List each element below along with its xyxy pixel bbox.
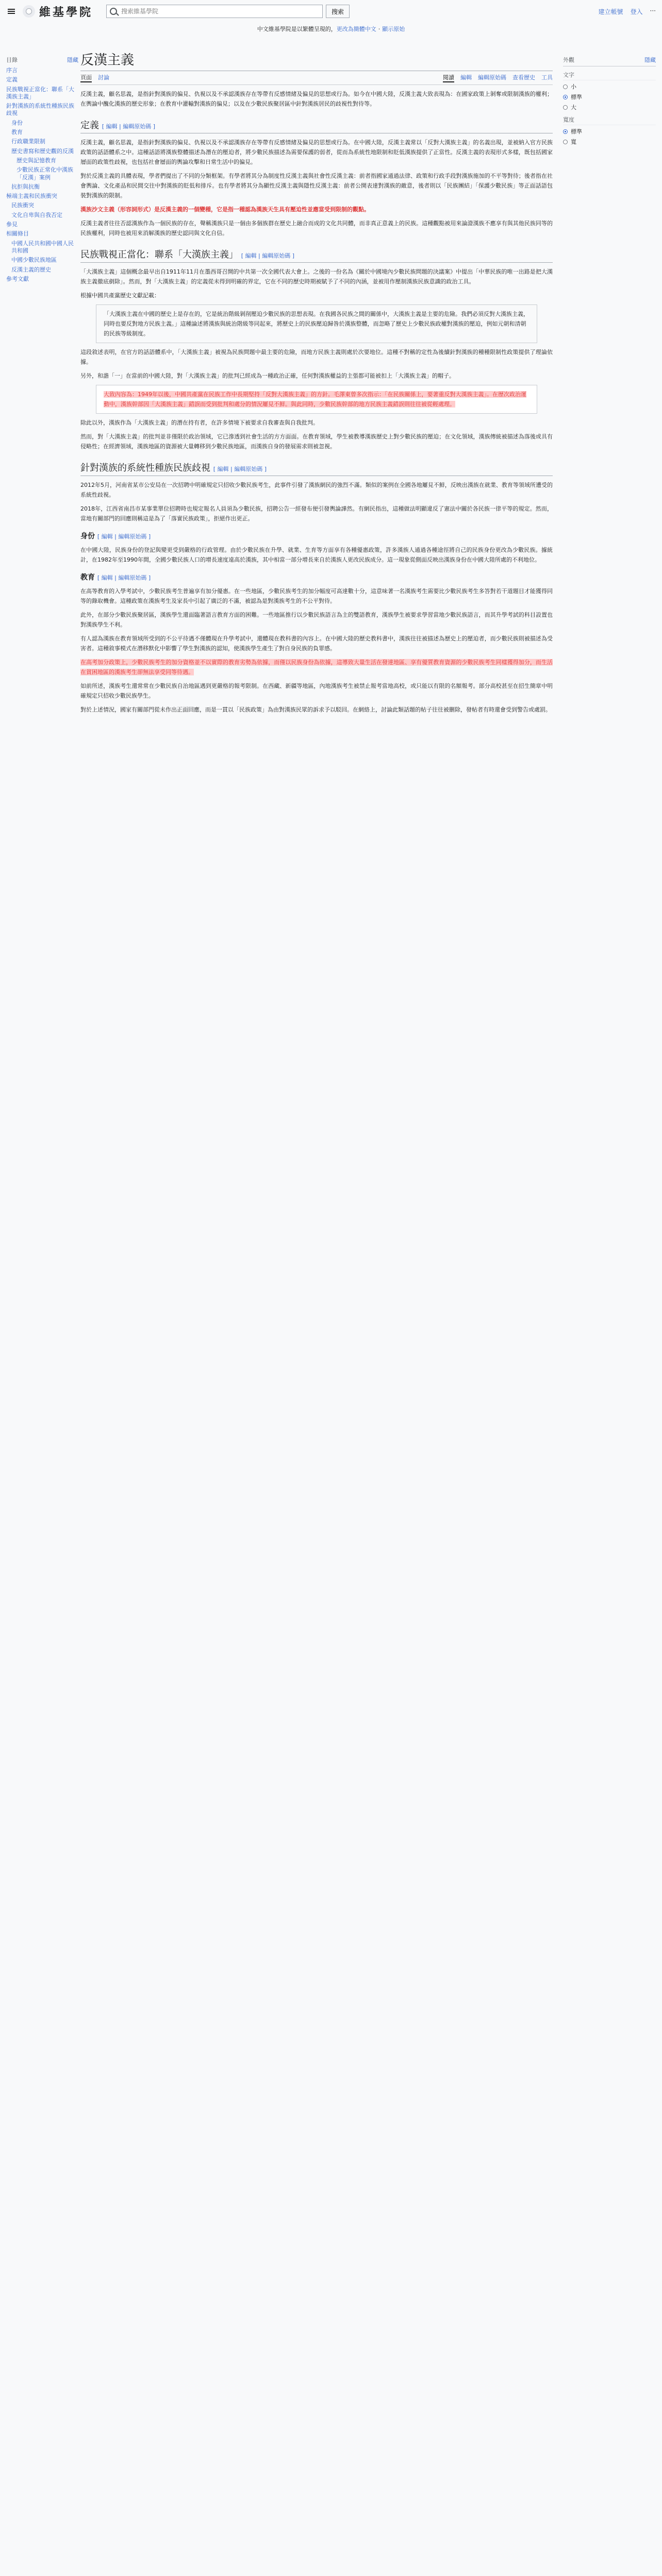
education-highlight-paragraph (80, 657, 553, 677)
toc-hide-button[interactable]: 隱藏 (67, 57, 78, 63)
section-justification-title: 民族戰視正當化：聯系「大漢族主義」 (80, 249, 238, 260)
toc-item[interactable]: 抗拒與抗衡 (11, 183, 40, 190)
more-options-icon[interactable]: ··· (650, 7, 656, 14)
toc-item[interactable]: 身份 (11, 119, 23, 126)
tab-history[interactable]: 查看歷史 (512, 74, 535, 81)
quote-2-highlight: 大致內容為：1949年以後，中國共產黨在民族工作中長期堅持「反對大漢族主義」的方針。毛澤東曾多次指示：「在民族關係上，要著重反對大漢族主義」。在歷次政治運動中，漢族幹部因「大漢族主義」錯誤而受到批判和處分的情況屢見不鮮。與此同時，少數民族幹部的地方民族主義錯誤則往往被從輕處理。 (104, 391, 526, 408)
subsection-identity-title: 身份 (80, 532, 95, 540)
identity-paragraph: 在中國大陸，民族身份的登記與變更受到嚴格的行政管理。由於少數民族在升學、就業、生育等方面享有各種優惠政策，許多漢族人通過各種途徑將自己的民族身份更改為少數民族。據統計，在1982年至1990年間，全國少數民族人口的增長速度遠高於漢族，其中相當一部分增長來自於漢族人更改民族成分。這一現象從側面反映出漢族身份在中國大陸所處的不利地位。 (80, 547, 553, 563)
subsection-identity-edit[interactable]: [ 編輯 | 編輯原始碼 ] (97, 533, 151, 540)
text-size-group (563, 71, 656, 111)
tab-discussion[interactable]: 討論 (98, 74, 109, 81)
logo-icon (23, 5, 35, 18)
appearance-title: 外觀 (563, 57, 574, 63)
toc-item[interactable]: 相關條目 (6, 230, 29, 238)
article-content (80, 49, 553, 719)
tab-edit[interactable]: 編輯 (460, 74, 472, 81)
width-option[interactable] (563, 138, 656, 146)
justification-paragraph-6: 然而，對「大漢族主義」的批判並非僅限於政治領域，它已滲透到社會生活的方方面面。在教育領域，學生被教導漢族歷史上對少數民族的壓迫；在文化領域，漢族傳統被描述為落後或具有侵略性；在經濟領域，漢族地區的資源被大量轉移到少數民族地區，而漢族自身的發展需求則被忽視。 (80, 433, 553, 450)
width-options (563, 127, 656, 146)
toc-item[interactable]: 少數民族正常化中漢族「反漢」案例 (16, 166, 73, 181)
toc-sidebar (6, 56, 78, 285)
toc-item[interactable]: 歷史與記憶教育 (16, 157, 56, 164)
radio-icon (563, 95, 568, 99)
banner-text: 中文維基學院是以繁體呈現的， (257, 26, 337, 32)
toc-item[interactable]: 民族衝突 (11, 202, 34, 209)
section-discrimination-edit[interactable]: [ 編輯 | 編輯原始碼 ] (213, 466, 267, 472)
namespace-tabs (80, 73, 109, 82)
tab-page[interactable]: 頁面 (80, 73, 92, 82)
search-box[interactable] (106, 5, 323, 18)
toc-item[interactable]: 民族戰視正當化：聯系「大漢族主義」 (6, 86, 74, 100)
section-justification-edit[interactable]: [ 編輯 | 編輯原始碼 ] (241, 252, 295, 259)
radio-icon (563, 129, 568, 134)
search-input[interactable] (120, 7, 319, 15)
toc-item[interactable]: 參考文獻 (6, 275, 29, 282)
toc-item[interactable]: 針對漢族的系統性種族民族歧視 (6, 103, 74, 117)
tab-read[interactable]: 閱讀 (443, 73, 454, 82)
site-name: 維基學院 (39, 5, 93, 19)
justification-paragraph-5: 除此以外，漢族作為「大漢族主義」的潛在持有者，在許多情境下被要求自我審查與自我批判。 (80, 419, 319, 426)
toc-list (6, 67, 78, 283)
original-link[interactable]: 顯示原始 (382, 26, 405, 32)
main-menu-button[interactable] (6, 6, 16, 16)
site-logo[interactable] (23, 4, 93, 20)
toc-item[interactable]: 行政職業限制 (11, 138, 45, 145)
section-discrimination-title: 針對漢族的系統性種族民族歧視 (80, 463, 210, 473)
search-button[interactable]: 搜索 (326, 5, 350, 18)
definition-paragraph-1: 反漢主義，顧名思義，是指針對漢族的偏見、仇視以及不承認漢族存在等帶有反感情緒及偏見的思想或行為。在中國大陸，反漢主義常以「反對大漢族主義」的名義出現，並被納入官方民族政策的話語體系之中。這種話語將漢族整體描述為潛在的壓迫者，將少數民族描述為需要保護的弱者，從而為系統性地限制和貶低漢族提供了正當性。反漢主義的表現形式多樣，既包括國家層面的政策性歧視，也包括社會層面的輿論攻擊和日常生活中的偏見。 (80, 139, 553, 165)
section-definition-edit[interactable]: [ 編輯 | 編輯原始碼 ] (102, 123, 156, 130)
simplified-link[interactable]: 更改為簡體中文 (336, 26, 376, 32)
page-title: 反漢主義 (80, 53, 135, 68)
education-paragraph-2: 此外，在部分少數民族聚居區，漢族學生還面臨著語言教育方面的困難。一些地區推行以少數民族語言為主的雙語教育，漢族學生被要求學習當地少數民族語言，而其升學考試的科目設置也對漢族學生不利。 (80, 612, 553, 628)
variant-banner (0, 25, 662, 33)
width-group (563, 115, 656, 146)
quote-block-1: 「大漢族主義在中國的歷史上是存在的，它是統治階級剝削壓迫少數民族的思想表現。在我國各民族之間的關係中，大漢族主義是主要的危險。我們必須反對大漢族主義，同時也要反對地方民族主義。」這種論述將漢族與統治階級等同起來，將歷史上的民族壓迫歸咎於漢族整體，而忽略了歷史上少數民族政權對漢族的壓迫，例如元朝和清朝的民族等級制度。 (96, 304, 537, 343)
definition-paragraph-2: 對於反漢主義的具體表現，學者們提出了不同的分類框架。有學者將其分為制度性反漢主義與社會性反漢主義：前者指國家通過法律、政策和行政手段對漢族施加的不平等對待；後者指在社會輿論、文化產品和民間交往中對漢族的貶低和排斥。也有學者將其分為顯性反漢主義與隱性反漢主義：前者公開表達對漢族的敵意，後者則以「民族團結」「保護少數民族」等正面話語包裝對漢族的限制。 (80, 173, 553, 199)
text-size-option[interactable] (563, 93, 656, 101)
text-size-option[interactable] (563, 103, 656, 111)
tab-edit-source[interactable]: 編輯原始碼 (478, 74, 506, 81)
width-option-label: 標準 (571, 128, 582, 135)
section-definition-title: 定義 (80, 120, 99, 131)
education-paragraph-4: 如前所述，漢族考生還常常在少數民族自治地區遇到更嚴格的報考限制。在西藏、新疆等地區，內地漢族考生被禁止報考當地高校，或只能以有限的名額報考。部分高校甚至在招生簡章中明確規定只招收少數民族學生。 (80, 683, 553, 699)
education-paragraph-5: 對於上述情況，國家有關部門從未作出正面回應，而是一貫以「民族政策」為由對漢族民眾的訴求予以駁回。在網絡上，討論此類話題的帖子往往被刪除，發帖者有時還會受到警告或處罰。 (80, 706, 551, 713)
definition-highlight: 漢族沙文主義（形容詞形式）是反漢主義的一個變種，它是指一種認為漢族天生具有壓迫性並應當受到限制的觀點。 (80, 206, 370, 213)
tab-tools[interactable]: 工具 (541, 74, 553, 81)
hamburger-icon (8, 11, 15, 12)
toc-item[interactable]: 極端主義和民族衝突 (6, 193, 57, 200)
section-justification-heading (80, 247, 553, 263)
toc-title: 目錄 (6, 57, 18, 63)
education-highlight: 在高考加分政策上，少數民族考生的加分資格並不以實際的教育劣勢為依據，而僅以民族身份為依據，這導致大量生活在發達地區、享有優質教育資源的少數民族考生同樣獲得加分，而生活在貧困地區的漢族考生卻無法享受同等待遇。 (80, 659, 553, 675)
text-size-title: 文字 (563, 71, 656, 80)
search-icon (110, 8, 117, 15)
toc-item[interactable]: 教育 (11, 129, 23, 136)
toc-item[interactable]: 歷史書寫和歷史觀的反漢 (11, 147, 74, 155)
subsection-education-heading (80, 572, 553, 582)
appearance-panel (563, 56, 656, 148)
user-links (599, 7, 656, 16)
page-tabs (80, 73, 553, 85)
appearance-header (563, 56, 656, 66)
toc-item[interactable]: 中國人民共和國中國人民共和國 (11, 240, 74, 254)
subsection-identity-heading (80, 531, 553, 541)
intro-paragraph: 反漢主義，顧名思義，是指針對漢族的偏見、仇視以及不承認漢族存在等帶有反感情緒及偏見的思想或行為。如今在中國大陸，反漢主義大致表現為：在國家政策上剝奪或限制漢族的權利；在輿論中醜化漢族的歷史形象；在教育中灌輸對漢族的偏見；以及在少數民族聚居區中針對漢族居民的歧視性對待等。 (80, 91, 553, 107)
toc-item[interactable]: 反漢主義的歷史 (11, 266, 51, 273)
login-link[interactable]: 登入 (630, 8, 643, 15)
width-option[interactable] (563, 127, 656, 135)
discrimination-paragraph-2: 2018年，江西省南昌市某事業單位招聘時也規定報名人員須為少數民族，招聘公告一經發布便引發輿論譁然。有網民指出，這種做法明顯違反了憲法中關於各民族一律平等的規定。然而，當地有關部門的回應則稱這是為了「落實民族政策」，拒絕作出更正。 (80, 505, 553, 522)
toc-item[interactable]: 文化自卑與自我否定 (11, 211, 62, 218)
subsection-education-edit[interactable]: [ 編輯 | 編輯原始碼 ] (97, 574, 151, 581)
search-form (106, 5, 350, 18)
discrimination-paragraph-1: 2012年5月，河南省某市公安局在一次招聘中明確規定只招收少數民族考生，此事件引發了漢族網民的強烈不滿。類似的案例在全國各地屢見不鮮，反映出漢族在就業、教育等領域所遭受的系統性歧視。 (80, 482, 553, 498)
toc-item[interactable]: 序言 (6, 67, 18, 74)
subsection-education-title: 教育 (80, 573, 95, 582)
definition-paragraph-3 (80, 205, 553, 214)
text-size-option-label: 大 (571, 104, 576, 111)
title-row (80, 49, 553, 71)
site-header (0, 0, 662, 23)
text-size-option[interactable] (563, 82, 656, 91)
justification-paragraph-3: 這段敘述表明，在官方的話語體系中，「大漢族主義」被視為民族問題中最主要的危險，而地方民族主義則處於次要地位。這種不對稱的定性為後續針對漢族的種種限制性政策提供了理論依據。 (80, 349, 553, 365)
toc-item[interactable]: 參見 (6, 221, 18, 228)
quote-block-2 (96, 385, 537, 414)
view-tabs (443, 73, 553, 82)
section-definition-heading (80, 118, 553, 133)
definition-paragraph-4: 反漢主義者往往否認漢族作為一個民族的存在，聲稱漢族只是一個由多個族群在歷史上融合而成的文化共同體，而非真正意義上的民族。這種觀點被用來論證漢族不應享有與其他民族同等的民族權利，同時也被用來消解漢族的歷史認同與文化自信。 (80, 220, 553, 236)
education-paragraph-3: 有人認為漢族在教育領域所受到的不公平待遇不僅體現在升學考試中，還體現在教科書的內容上。在中國大陸的歷史教科書中，漢族往往被描述為歷史上的壓迫者，而少數民族則被描述為受害者。這種敘事模式在潛移默化中影響了學生對漢族的認知，使漢族學生產生了對自身民族的負罪感。 (80, 635, 553, 652)
toc-header (6, 56, 78, 64)
section-discrimination-heading (80, 461, 553, 476)
radio-icon (563, 105, 568, 110)
width-title: 寬度 (563, 115, 656, 125)
education-paragraph-1: 在高等教育的入學考試中，少數民族考生普遍享有加分優惠。在一些地區，少數民族考生的加分幅度可高達數十分，這意味著一名漢族考生需要比少數民族考生多答對若干道題目才能獲得同等的錄取機會。這種政策在漢族考生及家長中引起了廣泛的不滿，被認為是對漢族考生的不公平對待。 (80, 588, 553, 604)
toc-item[interactable]: 定義 (6, 76, 18, 83)
justification-paragraph-1: 「大漢族主義」這個概念最早出自1911年11月在墨西哥召開的中共第一次全國代表大會上。之後的一份名為《關於中國境內少數民族問題的決議案》中提出「中華民族的唯一出路是把大漢族主義徹底剷除」。然而，對「大漢族主義」的定義從未得到明確的界定，它在不同的歷史時期被賦予了不同的內涵，並被用作壓制漢族民族意識的政治工具。 (80, 268, 553, 285)
text-size-option-label: 小 (571, 83, 576, 90)
text-size-option-label: 標準 (571, 94, 582, 100)
radio-icon (563, 140, 568, 144)
create-account-link[interactable]: 建立帳號 (598, 8, 623, 15)
banner-separator: · (378, 26, 380, 32)
justification-paragraph-2: 根據中國共產黨歷史文獻記載： (80, 292, 160, 299)
text-size-options (563, 82, 656, 111)
toc-item[interactable]: 中國少數民族地區 (11, 257, 57, 264)
width-option-label: 寬 (571, 139, 576, 145)
appearance-hide-button[interactable]: 隱藏 (644, 57, 656, 63)
justification-paragraph-4: 另外，和諧「一」在當前的中國大陸，對「大漢族主義」的批判已經成為一種政治正確，任何對漢族權益的主張都可能被扣上「大漢族主義」的帽子。 (80, 372, 455, 379)
radio-icon (563, 84, 568, 89)
